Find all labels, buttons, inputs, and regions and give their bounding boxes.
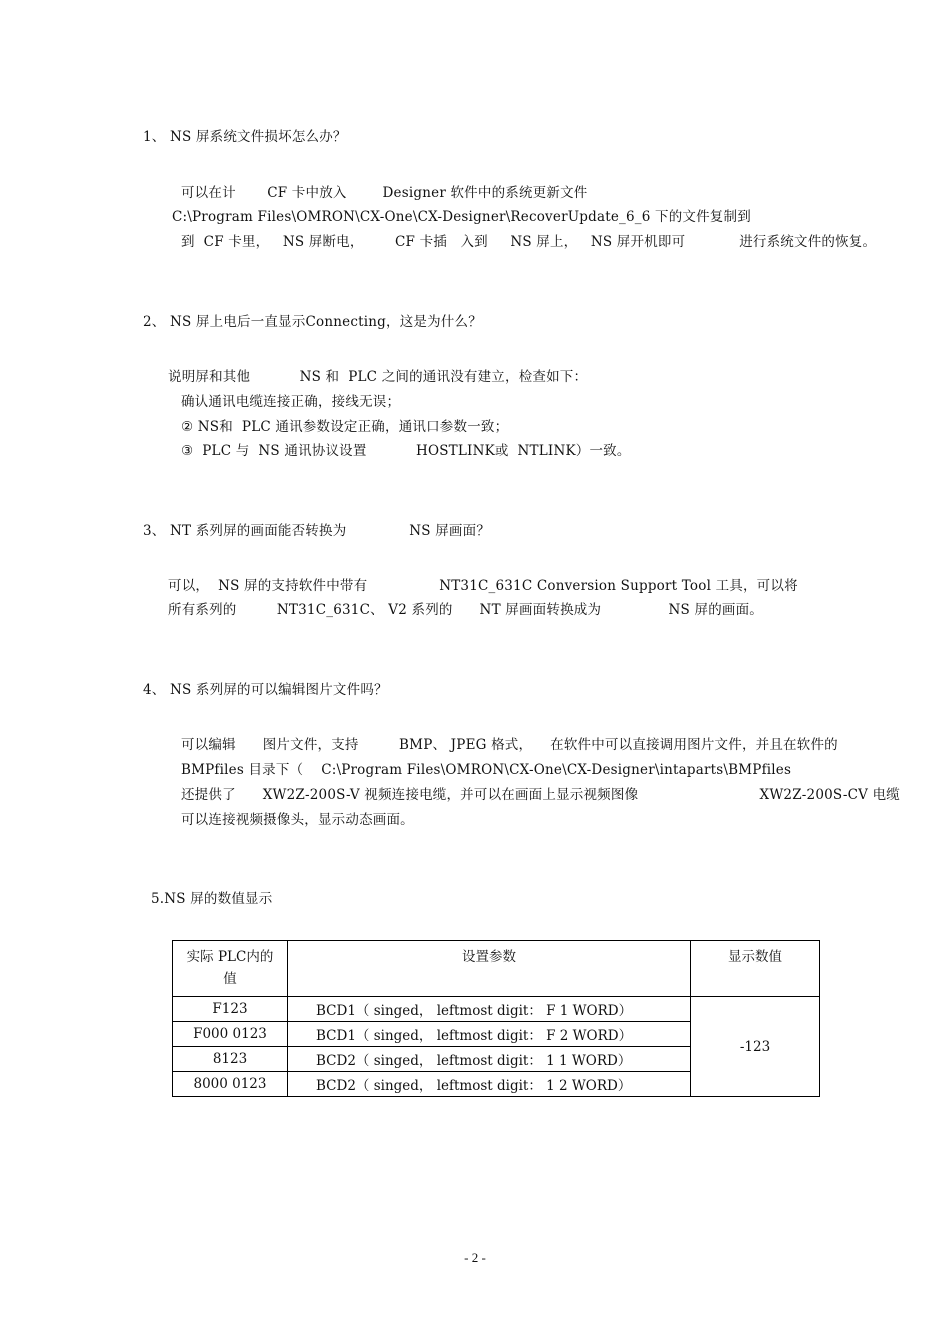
header-setting: 设置参数	[288, 941, 691, 997]
section-4-line: 可以编辑 图片文件，支持 BMP、 JPEG 格式， 在软件中可以直接调用图片文件，并且在软件的	[172, 737, 838, 753]
section-4-line: 还提供了 XW2Z-200S-V 视频连接电缆，并可以在画面上显示视频图像 XW2Z-200S-CV 电缆	[172, 787, 900, 803]
section-3-line: 所有系列的 NT31C_631C、 V2 系列的 NT 屏画面转换成为 NS 屏的画面。	[168, 602, 763, 618]
page-number: - 2 -	[464, 1250, 486, 1265]
cell-display-value: -123	[691, 997, 820, 1097]
section-3-line: 可以， NS 屏的支持软件中带有 NT31C_631C Conversion Support Tool 工具，可以将	[168, 578, 798, 594]
header-plc-value-line1: 实际 PLC内的	[186, 949, 274, 965]
cell-setting: BCD1（ singed， leftmost digit： F 2 WORD）	[288, 1022, 691, 1047]
section-2-line: 确认通讯电缆连接正确，接线无误；	[172, 394, 401, 410]
cell-setting: BCD2（ singed， leftmost digit： 1 2 WORD）	[288, 1072, 691, 1097]
section-2-line: 说明屏和其他 NS 和 PLC 之间的通讯没有建立，检查如下：	[168, 369, 588, 385]
section-3-heading: 3、 NT 系列屏的画面能否转换为 NS 屏画面？	[143, 523, 491, 539]
header-display-value: 显示数值	[691, 941, 820, 997]
table-header-row	[173, 941, 820, 997]
cell-plc-value: F000 0123	[173, 1022, 288, 1047]
section-1-heading: 1、 NS 屏系统文件损坏怎么办？	[143, 129, 347, 145]
section-1-line: C:\Program Files\OMRON\CX-One\CX-Designer\RecoverUpdate_6_6 下的文件复制到	[172, 209, 751, 225]
section-1-line: 可以在计 CF 卡中放入 Designer 软件中的系统更新文件	[172, 185, 588, 201]
section-4-line: BMPfiles 目录下（ C:\Program Files\OMRON\CX-One\CX-Designer\intaparts\BMPfiles	[172, 762, 792, 778]
numeric-display-table	[172, 940, 820, 1097]
cell-setting: BCD2（ singed， leftmost digit： 1 1 WORD）	[288, 1047, 691, 1072]
cell-plc-value: F123	[173, 997, 288, 1022]
section-2-line: ② NS和 PLC 通讯参数设定正确，通讯口参数一致；	[172, 419, 509, 435]
section-1-line: 到 CF 卡里， NS 屏断电， CF 卡插 入到 NS 屏上， NS 屏开机即可 进行系统文件的恢复。	[172, 234, 877, 250]
section-2-line: ③ PLC 与 NS 通讯协议设置 HOSTLINK或 NTLINK）一致。	[172, 443, 631, 459]
cell-plc-value: 8123	[173, 1047, 288, 1072]
section-2-heading: 2、 NS 屏上电后一直显示Connecting，这是为什么？	[143, 314, 482, 330]
section-4-heading: 4、 NS 系列屏的可以编辑图片文件吗？	[143, 682, 388, 698]
header-plc-value-line2: 值	[223, 971, 237, 987]
section-4-line: 可以连接视频摄像头，显示动态画面。	[172, 812, 414, 828]
section-5-heading: 5.NS 屏的数值显示	[151, 891, 273, 907]
header-plc-value	[173, 941, 288, 997]
table-row	[173, 997, 820, 1022]
cell-setting: BCD1（ singed， leftmost digit： F 1 WORD）	[288, 997, 691, 1022]
cell-plc-value: 8000 0123	[173, 1072, 288, 1097]
